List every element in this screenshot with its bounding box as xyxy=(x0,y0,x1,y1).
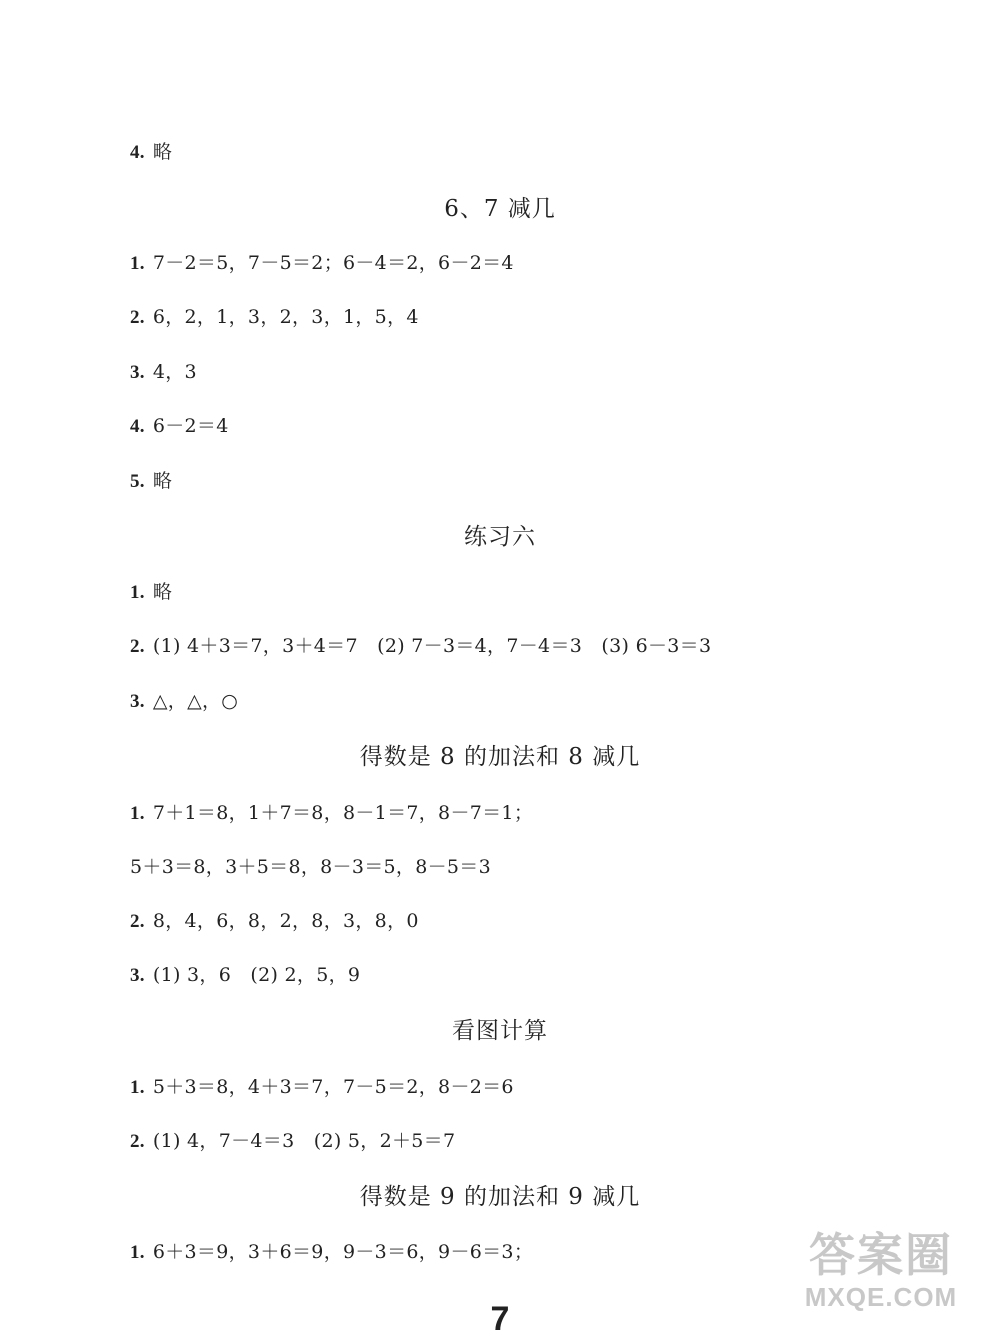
answer-text: 7＋1＝8，1＋7＝8，8－1＝7，8－7＝1； xyxy=(152,802,534,824)
line-4-omitted xyxy=(130,140,172,165)
answer-line xyxy=(130,414,229,439)
answer-text: 略 xyxy=(152,470,173,492)
answer-text: 6－2＝4 xyxy=(152,415,229,437)
answer-text: 略 xyxy=(152,141,173,163)
answer-line xyxy=(130,909,419,934)
answer-text: 7－2＝5，7－5＝2；6－4＝2，6－2＝4 xyxy=(152,252,514,274)
answer-line xyxy=(130,305,419,330)
item-number: 2. xyxy=(130,911,145,932)
item-number: 2. xyxy=(130,307,145,328)
section-heading-sum-8: 得数是 8 的加法和 8 减几 xyxy=(359,744,641,770)
answer-line xyxy=(130,634,711,659)
answer-text: 6＋3＝9，3＋6＝9，9－3＝6，9－6＝3； xyxy=(152,1241,534,1263)
answer-line xyxy=(130,251,514,276)
answer-line xyxy=(130,801,533,826)
answer-text: 8，4，6，8，2，8，3，8，0 xyxy=(152,910,419,932)
answer-line xyxy=(130,689,238,714)
section-heading-exercise-6: 练习六 xyxy=(464,524,536,550)
item-number: 1. xyxy=(130,803,145,824)
section-heading-sum-9: 得数是 9 的加法和 9 减几 xyxy=(359,1184,641,1210)
answer-text: 4，3 xyxy=(152,361,197,383)
answer-line xyxy=(130,1075,514,1100)
item-number: 1. xyxy=(130,582,145,603)
section-heading-subtract-6-7: 6、7 减几 xyxy=(444,196,556,222)
answer-text: 6，2，1，3，2，3，1，5，4 xyxy=(152,306,419,328)
answer-line-continued xyxy=(130,855,491,879)
item-number: 4. xyxy=(130,416,145,437)
answer-line xyxy=(130,469,172,494)
watermark-logo: 答案圈 xyxy=(809,1229,953,1281)
watermark-url: MXQE.COM xyxy=(804,1282,958,1312)
watermark xyxy=(776,1228,986,1323)
answer-line xyxy=(130,963,360,988)
answer-text: 略 xyxy=(152,581,173,603)
answer-text: (1) 4＋3＝7，3＋4＝7 (2) 7－3＝4，7－4＝3 (3) 6－3＝3 xyxy=(152,635,712,657)
item-number: 3. xyxy=(130,965,145,986)
item-number: 5. xyxy=(130,471,145,492)
answer-text: (1) 3，6 (2) 2，5，9 xyxy=(152,964,361,986)
answer-line xyxy=(130,1240,533,1265)
answer-text: (1) 4，7－4＝3 (2) 5，2＋5＝7 xyxy=(152,1130,456,1152)
answer-text: 5＋3＝8，3＋5＝8，8－3＝5，8－5＝3 xyxy=(130,856,491,878)
answer-line xyxy=(130,1129,455,1154)
item-number: 3. xyxy=(130,691,145,712)
item-number: 1. xyxy=(130,1077,145,1098)
answer-text: 5＋3＝8，4＋3＝7，7－5＝2，8－2＝6 xyxy=(152,1076,514,1098)
answer-line xyxy=(130,360,197,385)
item-number: 3. xyxy=(130,362,145,383)
answer-line xyxy=(130,580,172,605)
item-number: 1. xyxy=(130,1242,145,1263)
item-number: 1. xyxy=(130,253,145,274)
item-number: 2. xyxy=(130,636,145,657)
item-number: 4. xyxy=(130,142,145,163)
answer-text: △，△，○ xyxy=(152,690,239,712)
item-number: 2. xyxy=(130,1131,145,1152)
section-heading-picture-calc: 看图计算 xyxy=(452,1018,548,1044)
page-number: 7 xyxy=(490,1300,510,1338)
